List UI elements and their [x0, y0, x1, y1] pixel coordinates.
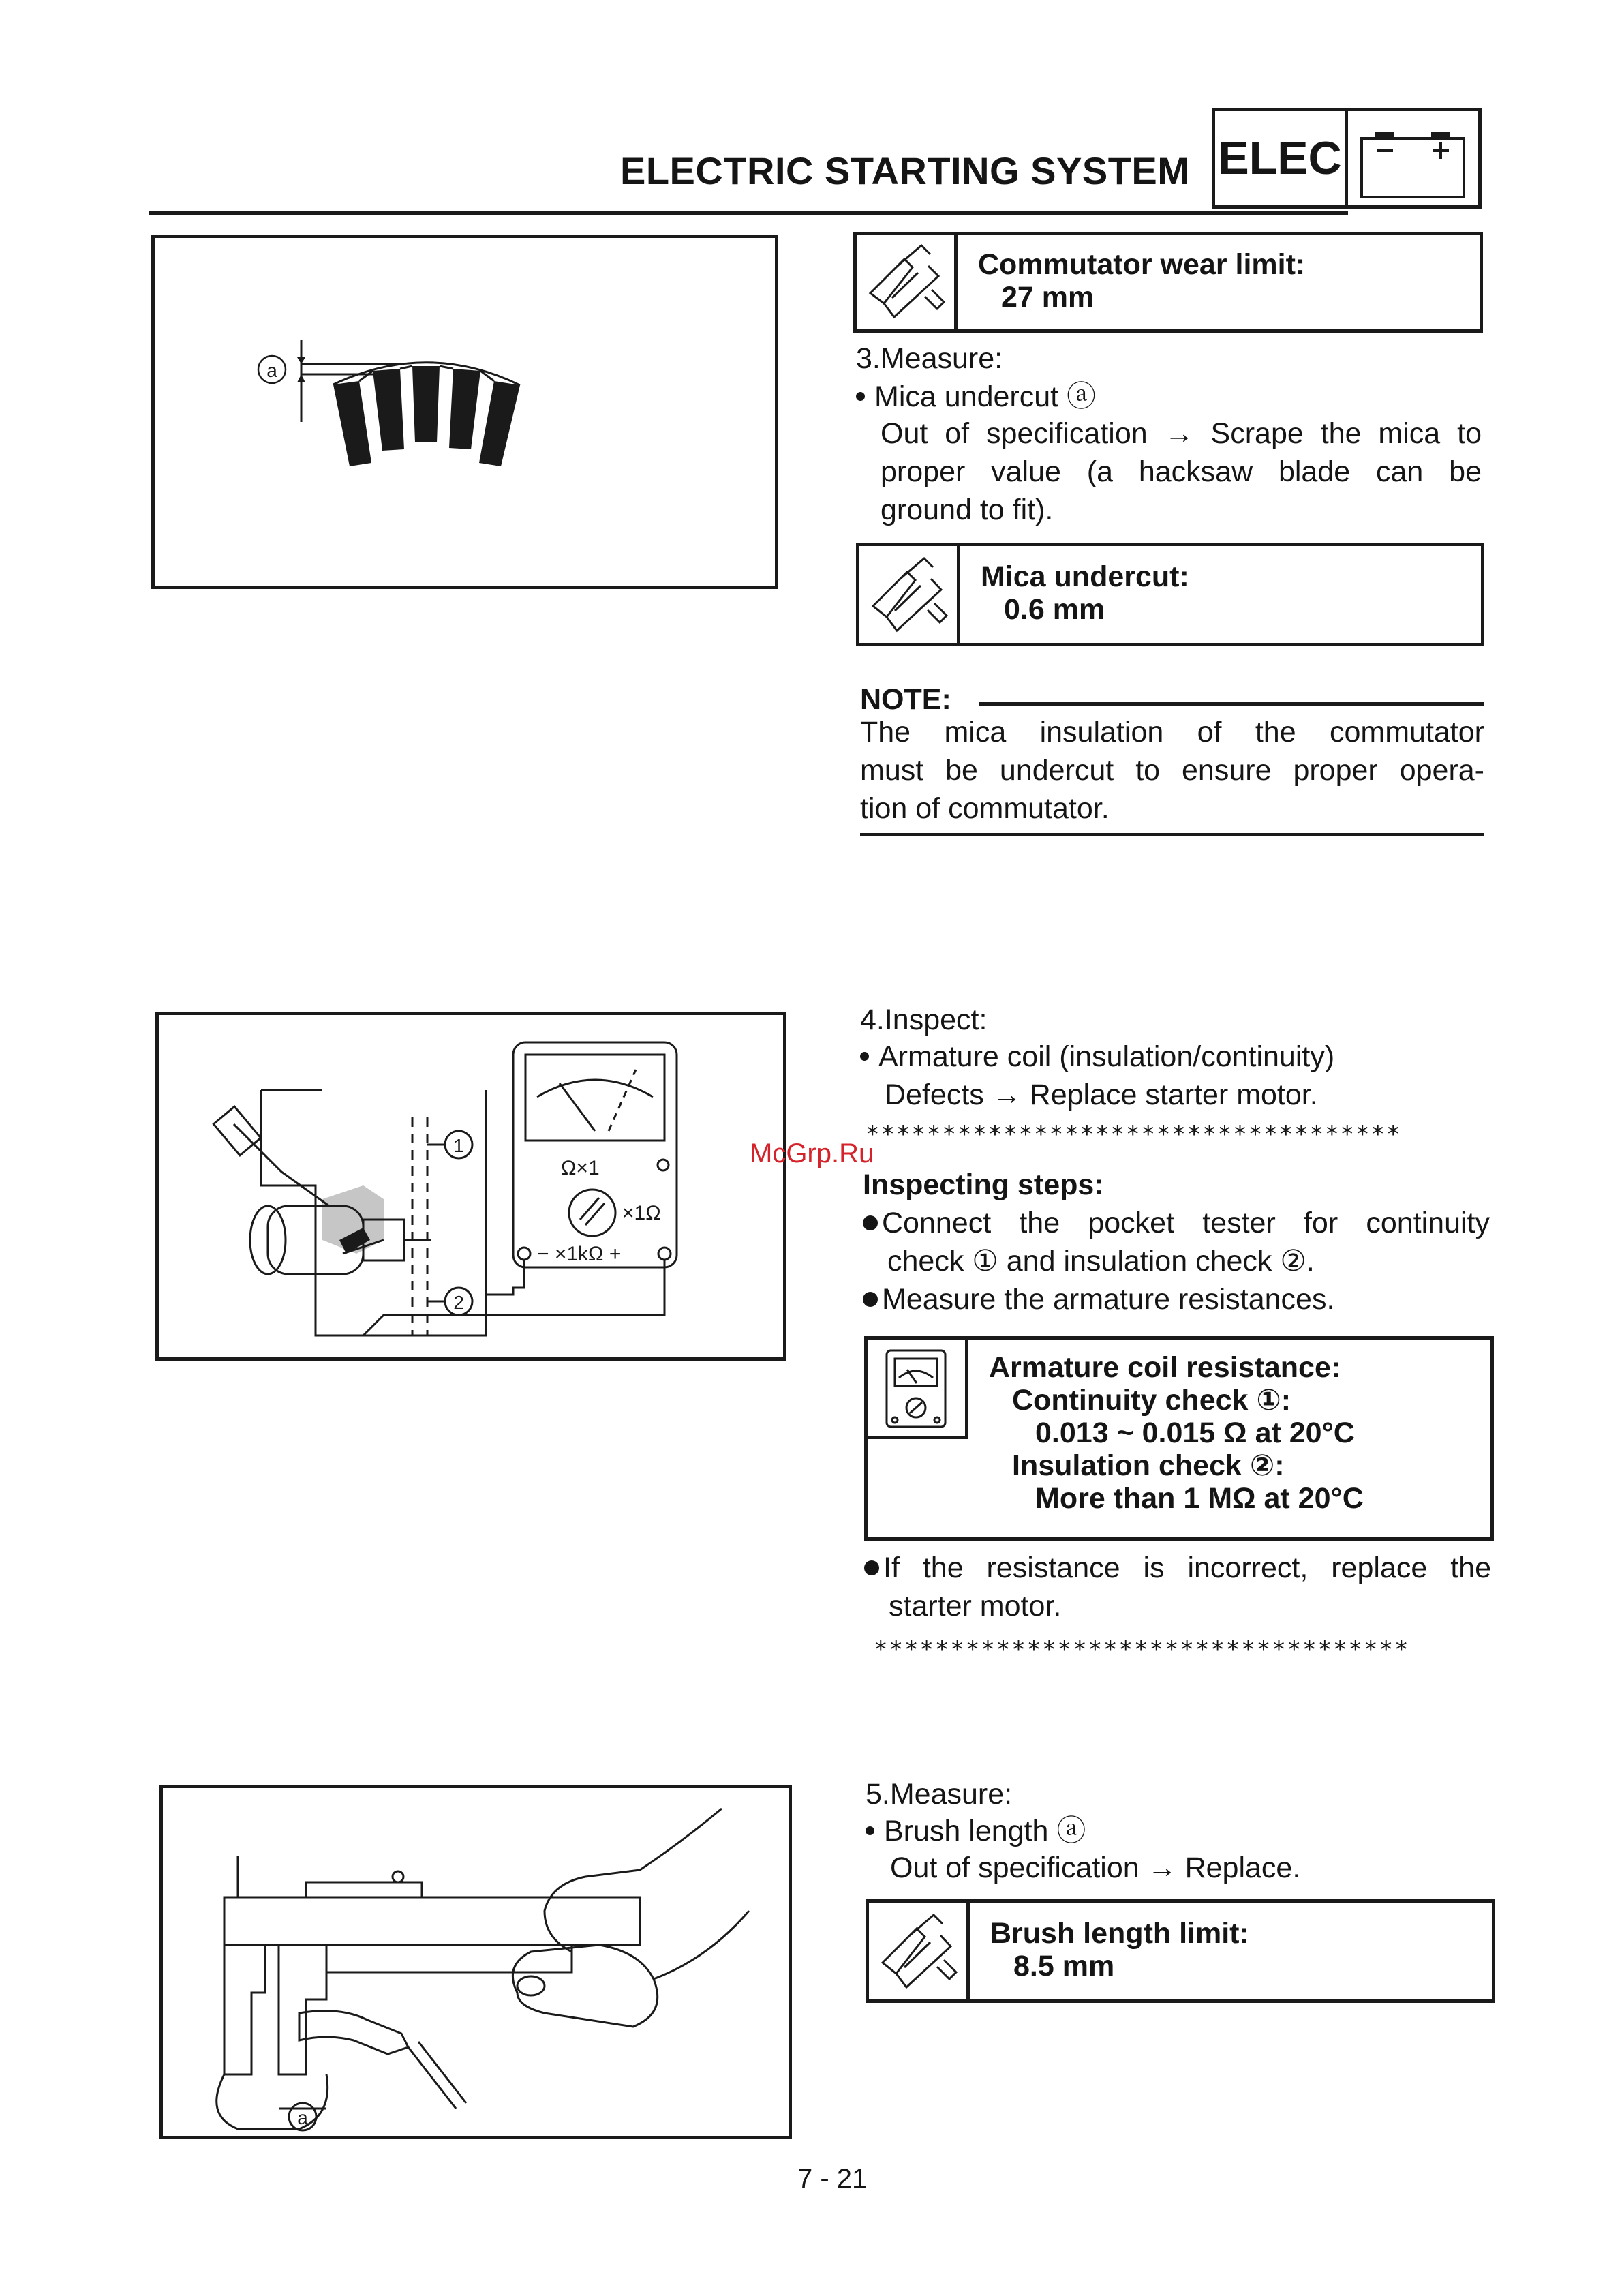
- commutator-figure: [151, 235, 778, 589]
- svg-text:2: 2: [453, 1292, 464, 1313]
- armature-test-figure: [155, 1012, 786, 1361]
- pocket-tester-icon: [868, 1340, 968, 1439]
- commutator-illustration: [155, 238, 775, 586]
- step-description: Out of specification → Scrape the mica to proper value (a hacksaw blade can be ground to fit).: [881, 417, 1482, 526]
- inspecting-step: Measure the armature resistances.: [863, 1280, 1334, 1318]
- spec-title: Armature coil resistance:: [989, 1351, 1341, 1384]
- bullet: [863, 1292, 878, 1307]
- bullet: [856, 392, 865, 401]
- insulation-value: More than 1 MΩ at 20°C: [1035, 1482, 1364, 1515]
- battery-icon: [1348, 108, 1482, 209]
- mica-undercut-spec: [856, 543, 1484, 646]
- svg-text:1: 1: [453, 1135, 464, 1156]
- bullet: [864, 1560, 879, 1575]
- step-item: Brush length ⓐ: [866, 1812, 1086, 1850]
- spec-title: Mica undercut:: [981, 560, 1189, 593]
- bullet: [863, 1215, 878, 1230]
- range-label: ×1Ω: [622, 1202, 661, 1224]
- terminal-label: − ×1kΩ +: [537, 1243, 622, 1265]
- range-label: Ω×1: [561, 1157, 600, 1179]
- steps-heading: Inspecting steps:: [863, 1168, 1104, 1201]
- note-rule: [979, 702, 1484, 706]
- insulation-label: Insulation check ②:: [1012, 1449, 1285, 1482]
- bullet: [866, 1826, 874, 1835]
- page-title: ELECTRIC STARTING SYSTEM: [620, 149, 1190, 192]
- caliper-icon: [857, 235, 958, 329]
- step-description: Out of specification → Replace.: [890, 1852, 1301, 1884]
- step-heading: 4.Inspect:: [860, 1003, 988, 1036]
- step-heading: 5.Measure:: [866, 1778, 1013, 1811]
- armature-tester-illustration: [159, 1015, 783, 1357]
- step-defect: Defects → Replace starter motor.: [885, 1078, 1318, 1111]
- note-text: The mica insulation of the commutator must be undercut to ensure proper opera- tion of commutator.: [860, 716, 1484, 825]
- separator-stars: ***********************************: [866, 1121, 1402, 1148]
- header-rule: [149, 211, 1348, 215]
- separator-stars: ***********************************: [874, 1636, 1410, 1663]
- spec-value: 27 mm: [1001, 281, 1095, 314]
- spec-value: 8.5 mm: [1013, 1950, 1115, 1982]
- page-number: 7 - 21: [797, 2164, 868, 2194]
- section-tag: ELEC: [1212, 108, 1348, 209]
- resistance-incorrect-note: If the resistance is incorrect, replace the starter motor.: [864, 1549, 1491, 1625]
- watermark: McGrp.Ru: [750, 1138, 874, 1168]
- svg-text:a: a: [266, 360, 277, 381]
- inspecting-step: Connect the pocket tester for continuity check ① and insulation check ②.: [863, 1204, 1490, 1280]
- bullet: [860, 1052, 869, 1061]
- armature-resistance-spec: [864, 1336, 1494, 1541]
- note-bottom-rule: [860, 833, 1484, 836]
- continuity-value: 0.013 ~ 0.015 Ω at 20°C: [1035, 1417, 1355, 1449]
- caliper-brush-illustration: [163, 1788, 789, 2136]
- note-label: NOTE:: [860, 683, 951, 716]
- brush-length-figure: [159, 1785, 792, 2139]
- step-item: Armature coil (insulation/continuity): [860, 1038, 1334, 1076]
- commutator-wear-spec: [853, 232, 1483, 333]
- brush-length-spec: [866, 1899, 1495, 2003]
- spec-title: Brush length limit:: [990, 1917, 1249, 1950]
- spec-title: Commutator wear limit:: [978, 248, 1306, 281]
- caliper-icon: [869, 1903, 970, 1999]
- step-item: Mica undercut ⓐ: [856, 378, 1096, 416]
- step-heading: 3.Measure:: [856, 342, 1003, 375]
- caliper-icon: [859, 546, 960, 643]
- continuity-label: Continuity check ①:: [1012, 1384, 1291, 1417]
- svg-text:a: a: [297, 2107, 308, 2128]
- spec-value: 0.6 mm: [1004, 593, 1105, 626]
